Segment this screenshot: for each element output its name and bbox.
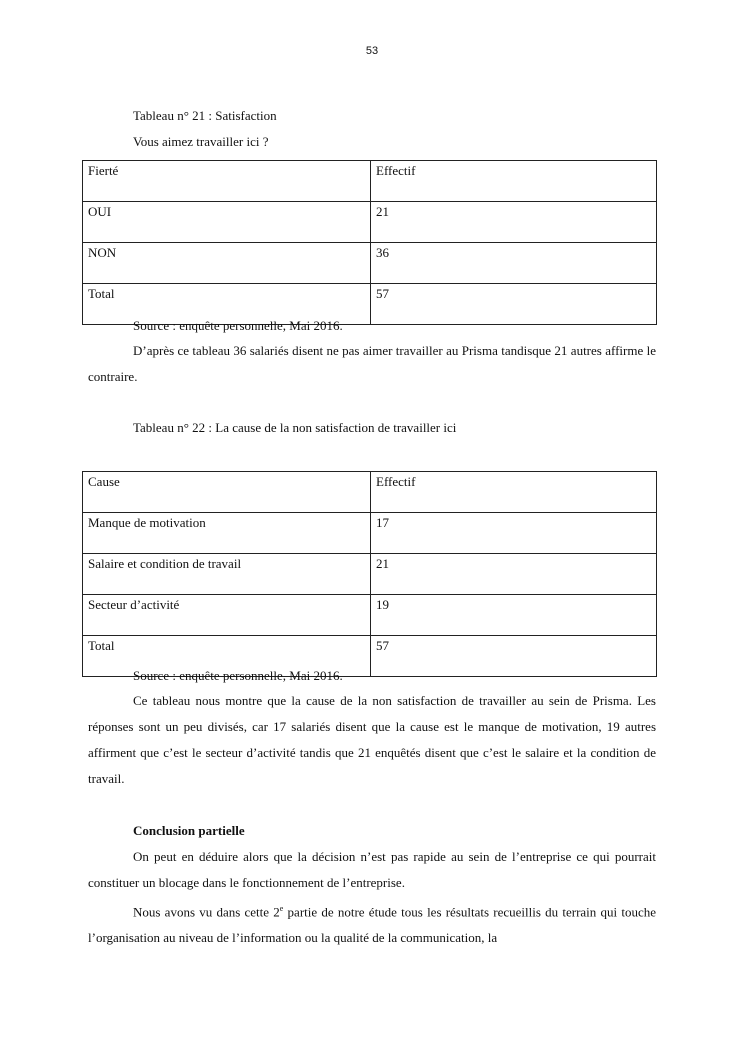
table21-comment	[88, 338, 656, 390]
table-header-row	[83, 472, 657, 513]
conclusion-title: Conclusion partielle	[133, 823, 245, 838]
table-row	[83, 513, 657, 554]
table-cell: OUI	[83, 202, 371, 243]
paragraph: D’après ce tableau 36 salariés disent ne pas aimer travailler au Prisma tandisque 21 autres affirme le contraire.	[88, 343, 656, 384]
table-cell: Total	[83, 636, 371, 677]
table-cell: 17	[371, 513, 657, 554]
table-cell: Salaire et condition de travail	[83, 554, 371, 595]
paragraph: Ce tableau nous montre que la cause de la non satisfaction de travailler au sein de Prisma. Les réponses sont un peu divisés, car 17 salariés disent que la cause est le manque de motivation, 19 autres affirment que c’est le secteur d’activité tandis que 21 enquêtés disent que c’est le salaire et la condition de travail.	[88, 693, 656, 786]
text-span: Nous avons vu dans cette 2	[133, 904, 280, 920]
conclusion-body	[88, 844, 656, 951]
table22-caption: Tableau n° 22 : La cause de la non satisfaction de travailler ici	[133, 420, 457, 435]
table-cell: 57	[371, 636, 657, 677]
superscript: e	[279, 904, 284, 913]
paragraph: On peut en déduire alors que la décision n’est pas rapide au sein de l’entreprise ce qui pourrait constituer un blocage dans le fonctionnement de l’entreprise.	[88, 849, 656, 890]
table-cell: Fierté	[83, 161, 371, 202]
table21	[82, 160, 657, 325]
table-header-row	[83, 161, 657, 202]
table-row	[83, 243, 657, 284]
table-cell: 57	[371, 284, 657, 325]
table-cell: 21	[371, 202, 657, 243]
table-cell: 36	[371, 243, 657, 284]
table-cell: Effectif	[371, 161, 657, 202]
table-cell: Effectif	[371, 472, 657, 513]
table-cell: 19	[371, 595, 657, 636]
table-cell: Secteur d’activité	[83, 595, 371, 636]
table-cell: 21	[371, 554, 657, 595]
table22-comment	[88, 688, 656, 792]
table-cell: NON	[83, 243, 371, 284]
table-row	[83, 554, 657, 595]
table21-source: Source : enquête personnelle, Mai 2016.	[133, 318, 343, 333]
text-span: partie de notre étude tous les résultats recueillis du terrain qui touche l’organisation au niveau de l’information ou la qualité de la communication, la	[88, 904, 656, 946]
table22	[82, 471, 657, 677]
table21-question: Vous aimez travailler ici ?	[133, 134, 269, 149]
table-cell: Manque de motivation	[83, 513, 371, 554]
paragraph	[88, 896, 656, 951]
table21-caption: Tableau n° 21 : Satisfaction	[133, 108, 277, 123]
table22-source: Source : enquête personnelle, Mai 2016.	[133, 668, 343, 683]
page-number: 53	[365, 45, 379, 57]
table-cell: Total	[83, 284, 371, 325]
table-row	[83, 595, 657, 636]
table-cell: Cause	[83, 472, 371, 513]
table-row	[83, 202, 657, 243]
